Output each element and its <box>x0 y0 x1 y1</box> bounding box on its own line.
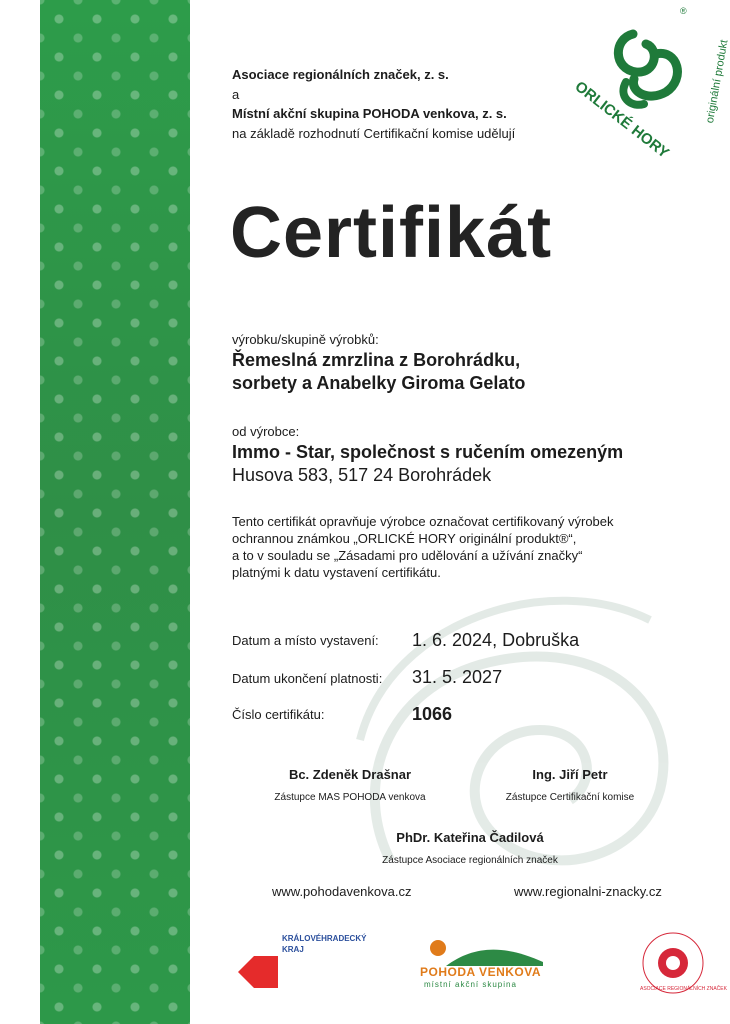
issue-date-label: Datum a místo vystavení: <box>232 633 379 648</box>
signature-block-2 <box>480 767 660 803</box>
signature-block-1 <box>250 767 450 803</box>
statement-line2: ochrannou známkou „ORLICKÉ HORY originální produkt®“, <box>232 531 577 546</box>
producer-name: Immo - Star, společnost s ručením omezeným <box>232 442 624 462</box>
signatory-2-name: Ing. Jiří Petr <box>532 767 608 782</box>
expiry-date-value: 31. 5. 2027 <box>412 667 503 687</box>
statement-line3: a to v souladu se „Zásadami pro udělování a užívání značky“ <box>232 548 583 563</box>
decorative-green-stripe <box>40 0 190 1024</box>
signatory-3-role: Zástupce Asociace regionálních značek <box>382 855 558 866</box>
producer-label: od výrobce: <box>232 424 300 439</box>
kraj-line2: KRAJ <box>282 945 304 954</box>
asociace-regionalnich-znacek-logo <box>640 930 727 996</box>
statement-line4: platnými k datu vystavení certifikátu. <box>232 565 441 580</box>
product-label: výrobku/skupině výrobků: <box>232 332 379 347</box>
kraj-arrow-icon <box>238 952 282 992</box>
issuer-conj: a <box>232 87 240 102</box>
signature-block-3 <box>350 830 590 866</box>
issuer-org1: Asociace regionálních značek, z. s. <box>232 67 449 82</box>
issuer-org2: Místní akční skupina POHODA venkova, z. s. <box>232 106 507 121</box>
logo-tagline-text: originální produkt <box>704 38 730 125</box>
signatory-1-name: Bc. Zdeněk Drašnar <box>288 767 412 782</box>
product-name-line2: sorbety a Anabelky Giroma Gelato <box>232 373 526 393</box>
certificate-number-label: Číslo certifikátu: <box>232 707 325 722</box>
statement-line1: Tento certifikát opravňuje výrobce označovat certifikovaný výrobek <box>232 514 614 529</box>
logo-registered-mark: ® <box>680 6 687 16</box>
kraj-line1: KRÁLOVÉHRADECKÝ <box>282 934 367 943</box>
pohoda-hills-icon <box>418 936 548 966</box>
product-name-line1: Řemeslná zmrzlina z Borohrádku, <box>232 350 521 370</box>
kralovehradecky-kraj-logo <box>238 934 368 994</box>
producer-address: Husova 583, 517 24 Borohrádek <box>232 465 492 485</box>
orlicke-hory-logo <box>571 4 730 162</box>
certificate-title: Certifikát <box>230 193 553 273</box>
pohoda-sub: místní akční skupina <box>424 980 517 989</box>
pohoda-venkova-logo <box>418 936 558 996</box>
pohoda-name: POHODA VENKOVA <box>420 965 542 979</box>
link-pohoda-venkova[interactable]: www.pohodavenkova.cz <box>272 884 412 899</box>
signatory-3-name: PhDr. Kateřina Čadilová <box>396 830 544 845</box>
certificate-number-value: 1066 <box>412 704 453 724</box>
link-regionalni-znacky[interactable]: www.regionalni-znacky.cz <box>514 884 662 899</box>
issue-date-value: 1. 6. 2024, Dobruška <box>412 630 580 650</box>
asociace-text: ASOCIACE REGIONÁLNÍCH ZNAČEK <box>640 986 727 992</box>
expiry-date-label: Datum ukončení platnosti: <box>232 671 383 686</box>
logo-brand-text: ORLICKÉ HORY <box>571 78 673 162</box>
issuer-decision: na základě rozhodnutí Certifikační komise udělují <box>232 126 516 141</box>
signatory-1-role: Zástupce MAS POHODA venkova <box>274 792 426 803</box>
signatory-2-role: Zástupce Certifikační komise <box>505 792 635 803</box>
